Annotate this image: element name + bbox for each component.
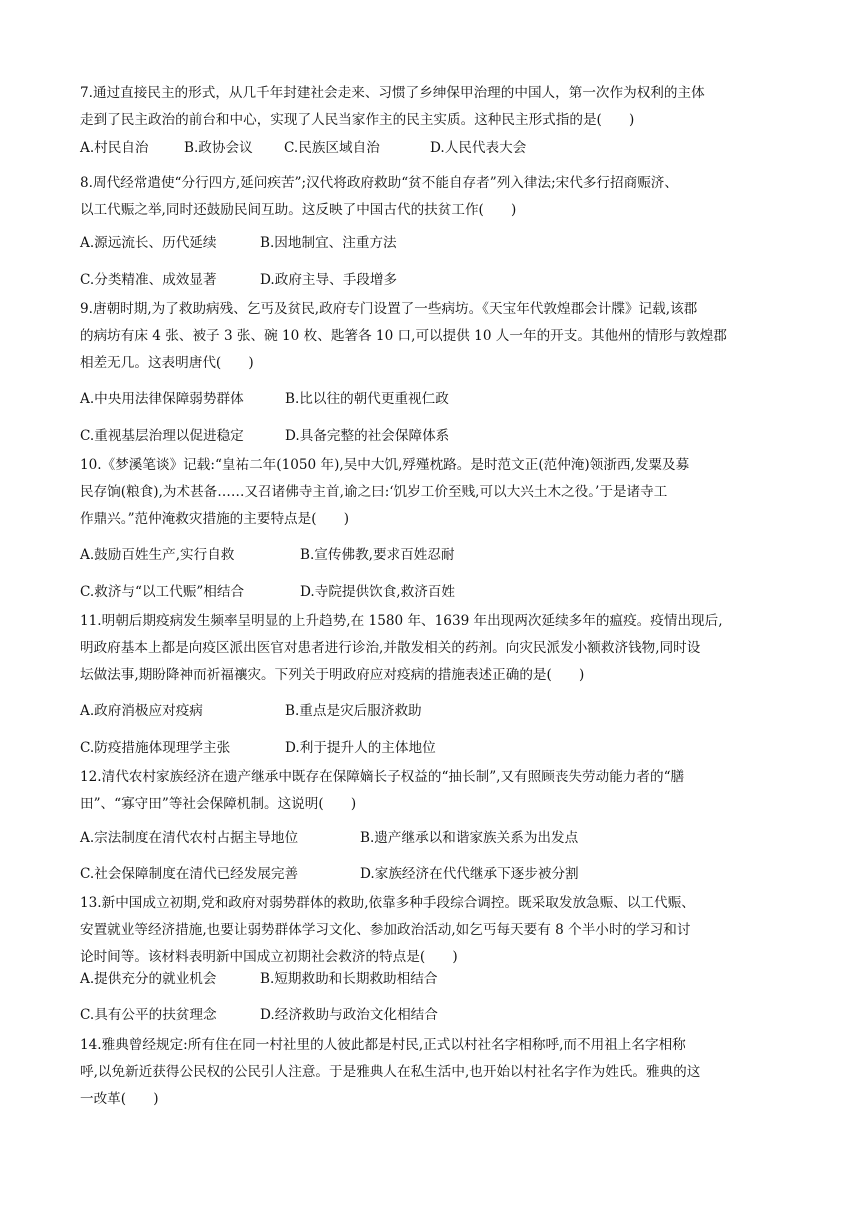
question-8 <box>80 170 780 224</box>
option-d: D.具备完整的社会保障体系 <box>285 428 450 444</box>
option-b: B.政协会议 <box>184 140 253 156</box>
question-13-options-row-1 <box>80 967 437 987</box>
option-a: A.中央用法律保障弱势群体 <box>80 391 244 407</box>
question-7 <box>80 80 780 134</box>
question-10-options-row-1 <box>80 543 455 563</box>
question-9-options-row-1 <box>80 387 449 407</box>
option-b: B.比以往的朝代更重视仁政 <box>285 391 449 407</box>
question-12-line-2: 田”、“寡守田”等社会保障机制。这说明( ) <box>80 796 357 812</box>
question-13-line-1: 13.新中国成立初期,党和政府对弱势群体的救助,依靠多种手段综合调控。既采取发放急赈、以工代赈、 <box>80 895 695 911</box>
option-a: A.政府消极应对疫病 <box>80 703 203 719</box>
question-13 <box>80 890 780 971</box>
question-9-options-row-2 <box>80 424 449 444</box>
question-14 <box>80 1032 780 1113</box>
question-11-options-row-1 <box>80 699 422 719</box>
question-8-line-2: 以工代赈之举,同时还鼓励民间互助。这反映了中国古代的扶贫工作( ) <box>80 202 517 218</box>
question-13-line-3: 论时间等。该材料表明新中国成立初期社会救济的特点是( ) <box>80 949 458 965</box>
option-b: B.因地制宜、注重方法 <box>260 235 397 251</box>
question-8-options-row-1 <box>80 231 397 251</box>
question-12-options-row-1 <box>80 826 578 846</box>
option-d: D.政府主导、手段增多 <box>260 272 398 288</box>
option-a: A.提供充分的就业机会 <box>80 971 217 987</box>
option-c: C.具有公平的扶贫理念 <box>80 1007 217 1023</box>
option-c: C.救济与“以工代赈”相结合 <box>80 584 245 600</box>
option-c: C.分类精准、成效显著 <box>80 272 217 288</box>
option-c: C.防疫措施体现理学主张 <box>80 740 231 756</box>
question-11-options-row-2 <box>80 736 436 756</box>
question-11-line-1: 11.明朝后期疫病发生频率呈明显的上升趋势,在 1580 年、1639 年出现两次延续多年的瘟疫。疫情出现后, <box>80 613 723 629</box>
option-b: B.重点是灾后服济救助 <box>285 703 422 719</box>
question-11 <box>80 608 780 689</box>
question-14-line-3: 一改革( ) <box>80 1091 159 1107</box>
question-9-line-2: 的病坊有床 4 张、被子 3 张、碗 10 枚、匙箸各 10 口,可以提供 10 人一年的开支。其他州的情形与敦煌郡 <box>80 328 727 344</box>
question-8-options-row-2 <box>80 268 397 288</box>
question-7-line-2: 走到了民主政治的前台和中心，实现了人民当家作主的民主实质。这种民主形式指的是( ) <box>80 112 635 128</box>
option-a: A.村民自治 <box>80 140 149 156</box>
question-10-options-row-2 <box>80 580 455 600</box>
option-d: D.利于提升人的主体地位 <box>285 740 436 756</box>
question-14-line-2: 呼,以免新近获得公民权的公民引人注意。于是雅典人在私生活中,也开始以村社名字作为姓氏。雅典的这 <box>80 1064 701 1080</box>
question-9-line-1: 9.唐朝时期,为了救助病残、乞丐及贫民,政府专门设置了一些病坊。《天宝年代敦煌郡会计牒》记载,该郡 <box>80 301 698 317</box>
question-10-line-2: 民存饷(粮食),为术甚备……又召诸佛寺主首,谕之曰:‘饥岁工价至贱,可以大兴土木之役。’于是诸寺工 <box>80 484 668 500</box>
option-d: D.经济救助与政治文化相结合 <box>260 1007 438 1023</box>
option-b: B.宣传佛教,要求百姓忍耐 <box>300 547 455 563</box>
option-a: A.鼓励百姓生产,实行自救 <box>80 547 235 563</box>
option-c: C.社会保障制度在清代已经发展完善 <box>80 866 299 882</box>
option-a: A.宗法制度在清代农村占据主导地位 <box>80 830 299 846</box>
question-11-line-2: 明政府基本上都是向疫区派出医官对患者进行诊治,并散发相关的药剂。向灾民派发小额救济钱物,同时设 <box>80 640 701 656</box>
question-12 <box>80 764 780 818</box>
question-7-line-1: 7.通过直接民主的形式，从几千年封建社会走来、习惯了乡绅保甲治理的中国人，第一次作为权利的主体 <box>80 85 705 101</box>
option-b: B.遗产继承以和谐家族关系为出发点 <box>360 830 579 846</box>
question-7-options <box>80 136 526 156</box>
option-c: C.重视基层治理以促进稳定 <box>80 428 244 444</box>
option-d: D.家族经济在代代继承下逐步被分割 <box>360 866 579 882</box>
question-13-line-2: 安置就业等经济措施,也要让弱势群体学习文化、参加政治活动,如乞丐每天要有 8 个半小时的学习和讨 <box>80 922 691 938</box>
option-c: C.民族区域自治 <box>284 140 380 156</box>
option-a: A.源远流长、历代延续 <box>80 235 217 251</box>
question-13-options-row-2 <box>80 1003 438 1023</box>
question-10 <box>80 452 780 533</box>
question-14-line-1: 14.雅典曾经规定:所有住在同一村社里的人彼此都是村民,正式以村社名字相称呼,而不用祖上名字相称 <box>80 1037 686 1053</box>
option-d: D.寺院提供饮食,救济百姓 <box>300 584 455 600</box>
question-12-line-1: 12.清代农村家族经济在遗产继承中既存在保障嫡长子权益的“抽长制”,又有照顾丧失劳动能力者的“膳 <box>80 769 685 785</box>
question-9-line-3: 相差无几。这表明唐代( ) <box>80 355 254 371</box>
question-10-line-3: 作鼎兴。”范仲淹救灾措施的主要特点是( ) <box>80 511 350 527</box>
question-8-line-1: 8.周代经常遣使“分行四方,延问疾苦”;汉代将政府救助“贫不能自存者”列入律法;宋代多行招商赈济、 <box>80 175 678 191</box>
option-b: B.短期救助和长期救助相结合 <box>260 971 438 987</box>
question-12-options-row-2 <box>80 862 579 882</box>
question-10-line-1: 10.《梦溪笔谈》记载:“皇祐二年(1050 年),吴中大饥,殍殣枕路。是时范文正(范仲淹)领浙西,发粟及募 <box>80 457 690 473</box>
question-9 <box>80 296 780 377</box>
option-d: D.人民代表大会 <box>430 140 527 156</box>
question-11-line-3: 坛做法事,期盼降神而祈福禳灾。下列关于明政府应对疫病的措施表述正确的是( ) <box>80 667 585 683</box>
